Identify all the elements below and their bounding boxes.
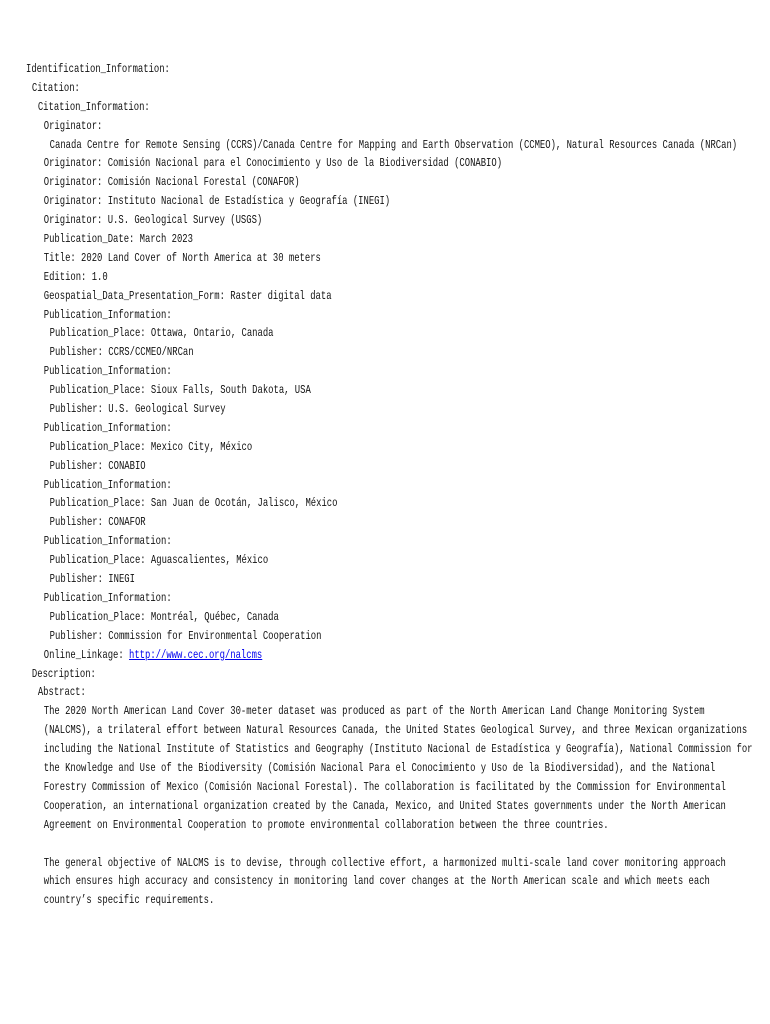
originator-conabio: Originator: Comisión Nacional para el Conocimiento y Uso de la Biodiversidad (CONABIO) [43, 156, 503, 171]
publication-info-label: Publication_Information: [43, 590, 172, 605]
publisher: Publisher: INEGI [49, 572, 135, 587]
publication-place: Publication_Place: Montréal, Québec, Canada [49, 609, 279, 624]
publication-date: Publication_Date: March 2023 [43, 232, 193, 247]
online-linkage [26, 646, 566, 665]
publication-place: Publication_Place: Ottawa, Ontario, Canada [49, 326, 274, 341]
online-linkage-link[interactable]: http://www.cec.org/nalcms [129, 647, 263, 662]
publication-info-label: Publication_Information: [43, 477, 172, 492]
publication-info-label: Publication_Information: [43, 534, 172, 549]
publication-place: Publication_Place: San Juan de Ocotán, Jalisco, México [49, 496, 338, 511]
abstract-paragraph-2: The general objective of NALCMS is to devise, through collective effort, a harmonized multi-scale land cover monitoring approach which ensures high accuracy and consistency in monitoring land cover changes at the North American scale and which meets each country’s specific requirements. [43, 855, 732, 908]
originator-ccrs: Canada Centre for Remote Sensing (CCRS)/Canada Centre for Mapping and Earth Observation (CCMEO), Natural Resources Canada (NRCan) [49, 137, 738, 152]
originator-usgs: Originator: U.S. Geological Survey (USGS) [43, 213, 263, 228]
publisher: Publisher: CONABIO [49, 458, 146, 473]
abstract-paragraph-1: The 2020 North American Land Cover 30-meter dataset was produced as part of the North American Land Change Monitoring System (NALCMS), a trilateral effort between Natural Resources Canada, the United States Geological Survey, and three Mexican organizations including the National Institute of Statistics and Geography (Instituto Nacional de Estadística y Geografía), National Commission for the Knowledge and Use of the Biodiversity (Comisión Nacional Para el Conocimiento y Uso de la Biodiversidad), and the National Forestry Commission of Mexico (Comisión Nacional Forestal). The collaboration is facilitated by the Commission for Environmental Cooperation, an international organization created by the Canada, Mexico, and United States governments under the North American Agreement on Environmental Cooperation to promote environmental collaboration between the three countries. [43, 704, 758, 832]
publication-place: Publication_Place: Sioux Falls, South Dakota, USA [49, 383, 311, 398]
publication-place: Publication_Place: Aguascalientes, México [49, 553, 269, 568]
edition: Edition: 1.0 [43, 269, 108, 284]
citation-label: Citation: [31, 80, 80, 95]
metadata-document [26, 60, 758, 910]
publisher: Publisher: Commission for Environmental Cooperation [49, 628, 322, 643]
originator-label: Originator: [43, 118, 103, 133]
publication-info-label: Publication_Information: [43, 307, 172, 322]
publication-info-label: Publication_Information: [43, 420, 172, 435]
presentation-form: Geospatial_Data_Presentation_Form: Raster digital data [43, 288, 332, 303]
abstract-label: Abstract: [37, 685, 86, 700]
publisher: Publisher: CCRS/CCMEO/NRCan [49, 345, 194, 360]
online-linkage-label: Online_Linkage: [43, 647, 130, 662]
originator-conafor: Originator: Comisión Nacional Forestal (CONAFOR) [43, 175, 300, 190]
publication-info-label: Publication_Information: [43, 364, 172, 379]
publisher: Publisher: U.S. Geological Survey [49, 402, 226, 417]
originator-inegi: Originator: Instituto Nacional de Estadística y Geografía (INEGI) [43, 194, 391, 209]
paragraph-gap [26, 835, 566, 854]
identification-heading: Identification_Information: [26, 62, 170, 76]
title: Title: 2020 Land Cover of North America at 30 meters [43, 250, 321, 265]
publication-place: Publication_Place: Mexico City, México [49, 439, 253, 454]
publisher: Publisher: CONAFOR [49, 515, 146, 530]
description-label: Description: [31, 666, 96, 681]
citation-info-label: Citation_Information: [37, 99, 150, 114]
